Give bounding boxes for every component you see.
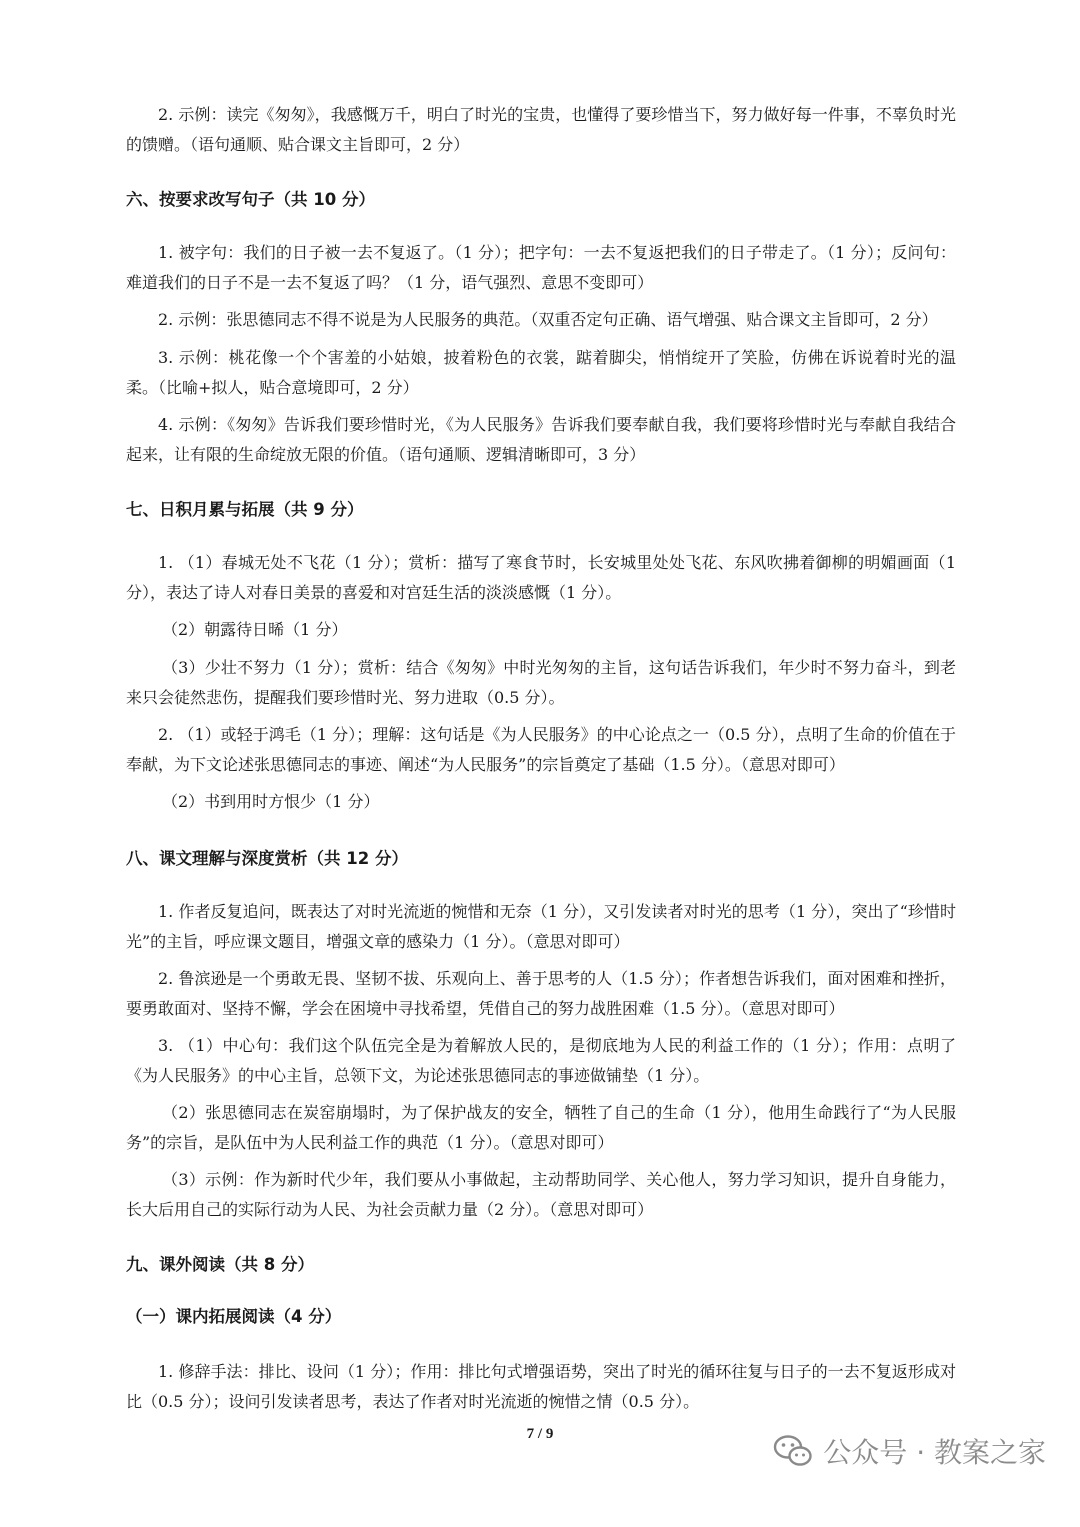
section-7-heading: 七、日积月累与拓展（共 9 分） bbox=[126, 500, 364, 519]
answer-8-3-2: （2）张思德同志在炭窑崩塌时，为了保护战友的安全，牺牲了自己的生命（1 分），他用生命践行了“为人民服务”的宗旨，是队伍中为人民利益工作的典范（1 分）。（意思对即可） bbox=[126, 1103, 956, 1152]
wechat-icon bbox=[773, 1434, 813, 1468]
answer-9-1: 1. 修辞手法：排比、设问（1 分）；作用：排比句式增强语势，突出了时光的循环往复与日子的一去不复返形成对比（0.5 分）；设问引发读者思考，表达了作者对时光流逝的惋惜之情（0.5 分）。 bbox=[126, 1362, 956, 1411]
answer-5-2: 2. 示例：读完《匆匆》，我感慨万千，明白了时光的宝贵，也懂得了要珍惜当下，努力做好每一件事，不辜负时光的馈赠。（语句通顺、贴合课文主旨即可，2 分） bbox=[126, 105, 956, 154]
answer-8-3-3: （3）示例：作为新时代少年，我们要从小事做起，主动帮助同学、关心他人，努力学习知识，提升自身能力，长大后用自己的实际行动为人民、为社会贡献力量（2 分）。（意思对即可） bbox=[126, 1170, 956, 1219]
section-8-heading: 八、课文理解与深度赏析（共 12 分） bbox=[126, 849, 408, 868]
answer-8-3: 3. （1）中心句：我们这个队伍完全是为着解放人民的，是彻底地为人民的利益工作的（1 分）；作用：点明了《为人民服务》的中心主旨，总领下文，为论述张思德同志的事迹做铺垫（1 分）。 bbox=[126, 1036, 956, 1085]
answer-8-1: 1. 作者反复追问，既表达了对时光流逝的惋惜和无奈（1 分），又引发读者对时光的思考（1 分），突出了“珍惜时光”的主旨，呼应课文题目，增强文章的感染力（1 分）。（意思对即可） bbox=[126, 902, 956, 951]
answer-8-2: 2. 鲁滨逊是一个勇敢无畏、坚韧不拔、乐观向上、善于思考的人（1.5 分）；作者想告诉我们，面对困难和挫折，要勇敢面对、坚持不懈，学会在困境中寻找希望，凭借自己的努力战胜困难（1.5 分）。（意思对即可） bbox=[126, 969, 956, 1018]
watermark-text: 公众号 · 教案之家 bbox=[823, 1436, 1046, 1469]
answer-7-1-2: （2）朝露待日晞（1 分） bbox=[162, 620, 348, 639]
answer-7-2: 2. （1）或轻于鸿毛（1 分）；理解：这句话是《为人民服务》的中心论点之一（0.5 分），点明了生命的价值在于奉献，为下文论述张思德同志的事迹、阐述“为人民服务”的宗旨奠定了基础（1.5 分）。（意思对即可） bbox=[126, 725, 956, 774]
watermark bbox=[773, 1431, 1046, 1471]
answer-7-1: 1. （1）春城无处不飞花（1 分）；赏析：描写了寒食节时，长安城里处处飞花、东风吹拂着御柳的明媚画面（1 分），表达了诗人对春日美景的喜爱和对宫廷生活的淡淡感慨（1 分）。 bbox=[126, 553, 956, 602]
answer-6-4: 4. 示例：《匆匆》告诉我们要珍惜时光，《为人民服务》告诉我们要奉献自我，我们要将珍惜时光与奉献自我结合起来，让有限的生命绽放无限的价值。（语句通顺、逻辑清晰即可，3 分） bbox=[126, 415, 956, 464]
section-9-heading: 九、课外阅读（共 8 分） bbox=[126, 1255, 314, 1274]
answer-6-2: 2. 示例：张思德同志不得不说是为人民服务的典范。（双重否定句正确、语气增强、贴合课文主旨即可，2 分） bbox=[158, 310, 938, 329]
section-9-1-heading: （一）课内拓展阅读（4 分） bbox=[126, 1307, 342, 1326]
answer-7-1-3: （3）少壮不努力（1 分）；赏析：结合《匆匆》中时光匆匆的主旨，这句话告诉我们，年少时不努力奋斗，到老来只会徒然悲伤，提醒我们要珍惜时光、努力进取（0.5 分）。 bbox=[126, 658, 956, 707]
section-6-heading: 六、按要求改写句子（共 10 分） bbox=[126, 190, 375, 209]
page-number: 7 / 9 bbox=[526, 1426, 554, 1442]
answer-6-3: 3. 示例：桃花像一个个害羞的小姑娘，披着粉色的衣裳，踮着脚尖，悄悄绽开了笑脸，仿佛在诉说着时光的温柔。（比喻+拟人，贴合意境即可，2 分） bbox=[126, 348, 956, 397]
answer-6-1: 1. 被字句：我们的日子被一去不复返了。（1 分）；把字句：一去不复返把我们的日子带走了。（1 分）；反问句：难道我们的日子不是一去不复返了吗？（1 分，语气强烈、意思不变即可） bbox=[126, 243, 956, 292]
answer-7-2-2: （2）书到用时方恨少（1 分） bbox=[162, 792, 380, 811]
